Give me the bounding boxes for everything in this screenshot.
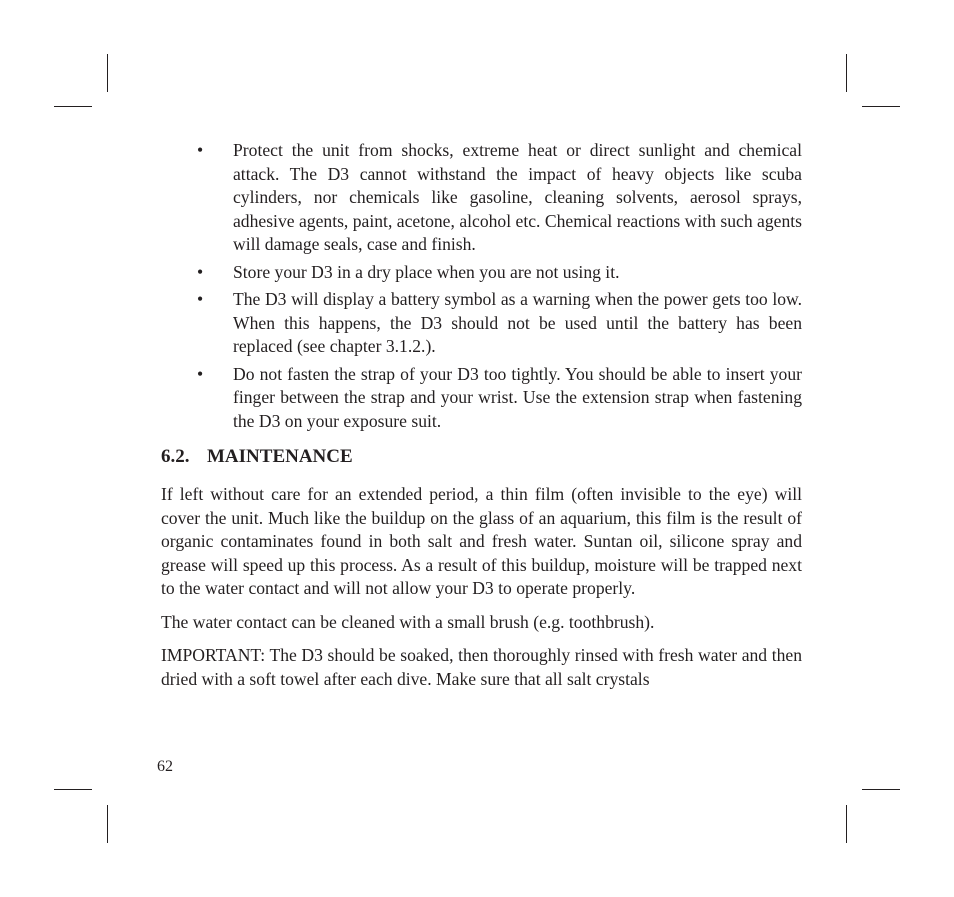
body-paragraph: The water contact can be cleaned with a small brush (e.g. toothbrush). [161,611,655,632]
list-item-text: The D3 will display a battery symbol as a warning when the power gets too low. When this happens, the D3 should not be used until the battery has been replaced (see chapter 3.1.2.). [233,289,802,356]
list-item-text: Protect the unit from shocks, extreme heat or direct sunlight and chemical attack. The D3 cannot withstand the impact of heavy objects like scuba cylinders, nor chemicals like gasoline, cleaning solvents, aerosol sprays, adhesive agents, paint, acetone, alcohol etc. Chemical reactions with such agents will damage seals, case and finish. [233,140,802,254]
list-item [161,288,802,359]
list-item-text: Do not fasten the strap of your D3 too tightly. You should be able to insert your finger between the strap and your wrist. Use the extension strap when fastening the D3 on your exposure suit. [233,363,802,431]
page-content [161,139,802,691]
crop-mark-bottom-left-horizontal [54,789,92,790]
crop-mark-top-right-vertical [846,54,847,92]
bullet-icon: • [197,363,204,384]
bullet-icon: • [197,140,204,160]
crop-mark-bottom-right-horizontal [862,789,900,790]
crop-mark-top-left-horizontal [54,106,92,107]
page-number: 62 [157,758,173,775]
bullet-icon: • [197,261,204,282]
crop-mark-top-right-horizontal [862,106,900,107]
bullet-list [161,139,802,433]
bullet-icon: • [197,289,204,309]
list-item [161,139,802,257]
list-item [161,363,802,434]
crop-mark-bottom-right-vertical [846,805,847,843]
list-item [161,261,802,285]
list-item-text: Store your D3 in a dry place when you are not using it. [233,261,620,282]
section-number: 6.2. [161,446,190,467]
section-heading [161,445,802,469]
crop-mark-top-left-vertical [107,54,108,92]
section-title: MAINTENANCE [207,446,353,467]
crop-mark-bottom-left-vertical [107,805,108,843]
body-paragraph: IMPORTANT: The D3 should be soaked, then thoroughly rinsed with fresh water and then dried with a soft towel after each dive. Make sure that all salt crystals [161,645,802,689]
body-paragraph: If left without care for an extended period, a thin film (often invisible to the eye) will cover the unit. Much like the buildup on the glass of an aquarium, this film is the result of organic contaminates found in both salt and fresh water. Suntan oil, silicone spray and grease will speed up this process. As a result of this buildup, moisture will be trapped next to the water contact and will not allow your D3 to operate properly. [161,484,802,598]
